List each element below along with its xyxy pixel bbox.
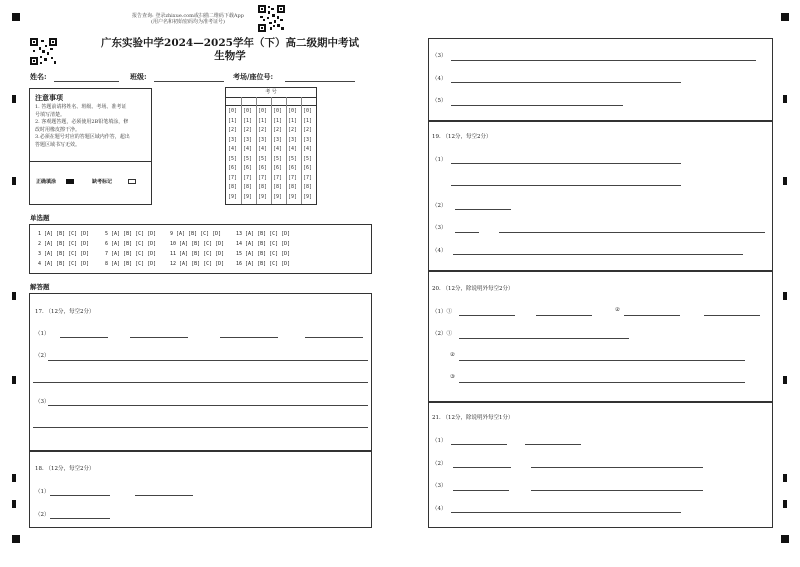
answer-line[interactable]: [455, 232, 479, 233]
q17-part1-label: （1）: [35, 331, 50, 337]
timing-mark: [783, 177, 787, 185]
answer-line[interactable]: [531, 467, 703, 468]
exam-id-bubble[interactable]: [0]: [288, 108, 298, 114]
q20-part1-number: （1）: [432, 309, 447, 315]
report-notice: [118, 13, 258, 25]
mcq-question[interactable]: 11 [A] [B] [C] [D]: [170, 251, 225, 257]
answer-line[interactable]: [50, 495, 110, 496]
q18-part1-label: （1）: [35, 489, 50, 495]
exam-id-bubble[interactable]: [3]: [243, 136, 253, 143]
exam-id-bubble[interactable]: [8]: [273, 184, 283, 190]
answer-line[interactable]: [220, 337, 278, 338]
exam-id-bubble[interactable]: [3]: [303, 136, 313, 143]
exam-title-line1: 广东实验中学2024—2025学年（下）高二级期中考试: [101, 37, 359, 49]
correct-fill-sample: [66, 179, 74, 184]
mcq-question[interactable]: 15 [A] [B] [C] [D]: [236, 251, 291, 257]
q21-part4-label: （4）: [432, 506, 447, 512]
exam-id-bubble[interactable]: [3]: [273, 136, 283, 143]
q21-part1-label: （1）: [432, 438, 447, 444]
exam-subject: 生物学: [214, 50, 246, 62]
room-seat-field[interactable]: [285, 81, 355, 82]
q17-box: [29, 293, 372, 451]
exam-id-bubble[interactable]: [5]: [258, 155, 268, 162]
timing-mark: [783, 292, 787, 300]
answer-line[interactable]: [455, 209, 511, 210]
q17-title: 17. （12分，每空2分）: [35, 309, 95, 315]
q18-box: [29, 451, 372, 528]
app-qr-code: [258, 5, 285, 32]
instruction-line: 2. 客观题答题，必须使用2B铅笔填涂，修: [35, 119, 129, 126]
room-seat-label: 考场/座位号:: [233, 72, 274, 81]
exam-id-bubble[interactable]: [7]: [288, 174, 298, 181]
instruction-line: 3.必须在题号对应的答题区域内作答，超出: [35, 134, 130, 141]
timing-mark: [783, 376, 787, 384]
answer-line[interactable]: [536, 315, 592, 316]
exam-id-bubble[interactable]: [0]: [258, 108, 268, 114]
q19-part3-label: （3）: [432, 225, 447, 231]
mcq-question[interactable]: 8 [A] [B] [C] [D]: [105, 261, 157, 267]
exam-id-bubble[interactable]: [0]: [273, 108, 283, 114]
q18-part2-label: （2）: [35, 512, 50, 518]
exam-id-bubble[interactable]: [5]: [303, 155, 313, 162]
timing-mark: [12, 474, 16, 482]
q18-part3-label: （3）: [432, 53, 447, 59]
exam-id-bubble[interactable]: [1]: [228, 117, 238, 124]
exam-id-bubble[interactable]: [6]: [228, 165, 238, 171]
answer-line[interactable]: [33, 427, 368, 428]
answer-line[interactable]: [704, 315, 760, 316]
timing-mark: [783, 474, 787, 482]
exam-id-bubble[interactable]: [5]: [243, 155, 253, 162]
exam-id-bubble[interactable]: [0]: [303, 108, 313, 114]
answer-line[interactable]: [624, 315, 680, 316]
answer-line[interactable]: [451, 163, 681, 164]
exam-id-bubble[interactable]: [9]: [228, 193, 238, 200]
mcq-heading: 单选题: [30, 214, 50, 222]
q20-part2-label: [432, 329, 452, 337]
q18-continued-box: [428, 38, 773, 121]
student-qr-code: [30, 38, 57, 65]
q21-part3-label: （3）: [432, 483, 447, 489]
exam-id-column-divider: [301, 97, 302, 204]
class-field[interactable]: [154, 81, 224, 82]
instructions-box: [29, 88, 152, 205]
exam-id-bubble[interactable]: [1]: [273, 117, 283, 124]
exam-id-bubble[interactable]: [3]: [258, 136, 268, 143]
mcq-question[interactable]: 3 [A] [B] [C] [D]: [38, 251, 90, 257]
q20-part1-circle1: ①: [446, 309, 453, 315]
corner-mark-top-left: [12, 13, 20, 21]
q18-title: 18. （12分，每空2分）: [35, 466, 95, 472]
q18-part4-label: （4）: [432, 76, 447, 82]
q18-part5-label: （5）: [432, 98, 447, 104]
answer-line[interactable]: [453, 254, 743, 255]
exam-title: [70, 37, 390, 63]
exam-id-bubble[interactable]: [9]: [288, 193, 298, 200]
exam-id-column-divider: [241, 97, 242, 204]
exam-id-bubble[interactable]: [2]: [228, 127, 238, 133]
exam-id-bubble[interactable]: [7]: [243, 174, 253, 181]
exam-id-bubble[interactable]: [2]: [243, 127, 253, 133]
q19-box: [428, 121, 773, 271]
exam-id-bubble[interactable]: [9]: [303, 193, 313, 200]
instruction-line: 1. 答题前请将姓名、班级、考场、准考证: [35, 104, 127, 110]
mcq-question[interactable]: 16 [A] [B] [C] [D]: [236, 261, 291, 267]
exam-id-bubble[interactable]: [8]: [288, 184, 298, 190]
mcq-question[interactable]: 13 [A] [B] [C] [D]: [236, 231, 291, 237]
exam-id-bubble[interactable]: [9]: [243, 193, 253, 200]
exam-id-bubble[interactable]: [7]: [273, 174, 283, 181]
answer-line[interactable]: [451, 512, 681, 513]
q21-box: [428, 402, 773, 528]
answer-line[interactable]: [305, 337, 363, 338]
q19-part4-label: （4）: [432, 248, 447, 254]
answers-heading: 解答题: [30, 283, 50, 291]
answer-line[interactable]: [451, 60, 756, 61]
exam-id-bubble[interactable]: [9]: [273, 193, 283, 200]
answer-line[interactable]: [453, 490, 509, 491]
instructions-list: [35, 104, 147, 150]
absent-mark-box[interactable]: [128, 179, 136, 184]
corner-mark-top-right: [781, 13, 789, 21]
exam-id-bubble[interactable]: [4]: [228, 146, 238, 152]
q20-part2-circle3: ③: [450, 374, 455, 380]
q21-title: 21. （12分，除说明外每空1分）: [432, 415, 514, 421]
answer-line[interactable]: [60, 337, 108, 338]
q19-part1-label: （1）: [432, 157, 447, 163]
exam-id-bubble[interactable]: [4]: [243, 146, 253, 152]
answer-line[interactable]: [451, 105, 623, 106]
exam-id-bubble[interactable]: [1]: [288, 117, 298, 124]
mcq-question[interactable]: 1 [A] [B] [C] [D]: [38, 231, 90, 237]
answer-line[interactable]: [459, 338, 629, 339]
answer-line[interactable]: [48, 360, 368, 361]
exam-id-bubble[interactable]: [7]: [303, 174, 313, 181]
mcq-question[interactable]: 6 [A] [B] [C] [D]: [105, 241, 157, 247]
exam-id-bubble[interactable]: [0]: [228, 108, 238, 114]
timing-mark: [12, 376, 16, 384]
exam-id-bubble[interactable]: [5]: [228, 155, 238, 162]
mcq-question[interactable]: 7 [A] [B] [C] [D]: [105, 251, 157, 257]
instruction-line: 改时用橡皮擦干净。: [35, 126, 81, 133]
exam-id-bubble[interactable]: [2]: [258, 127, 268, 133]
exam-id-bubble[interactable]: [5]: [273, 155, 283, 162]
q20-part2-number: （2）: [432, 331, 447, 337]
exam-id-bubble[interactable]: [0]: [243, 108, 253, 114]
exam-id-column-divider: [256, 97, 257, 204]
report-notice-line1: 报告查询: 登录zhixue.com或扫描二维码下载App: [132, 13, 244, 19]
exam-id-bubble[interactable]: [6]: [258, 165, 268, 171]
mcq-question[interactable]: 4 [A] [B] [C] [D]: [38, 261, 90, 267]
exam-id-bubble[interactable]: [4]: [288, 146, 298, 152]
exam-id-bubble[interactable]: [1]: [243, 117, 253, 124]
exam-id-column-divider: [286, 97, 287, 204]
exam-id-bubble[interactable]: [7]: [258, 174, 268, 181]
exam-id-bubble[interactable]: [4]: [258, 146, 268, 152]
exam-id-bubble[interactable]: [6]: [243, 165, 253, 171]
exam-id-bubble[interactable]: [9]: [258, 193, 268, 200]
exam-id-bubble[interactable]: [8]: [258, 184, 268, 190]
answer-line[interactable]: [459, 360, 745, 361]
mcq-question[interactable]: 2 [A] [B] [C] [D]: [38, 241, 90, 247]
answer-line[interactable]: [459, 315, 515, 316]
exam-id-bubble[interactable]: [3]: [288, 136, 298, 143]
exam-id-bubble[interactable]: [2]: [303, 127, 313, 133]
mcq-question[interactable]: 14 [A] [B] [C] [D]: [236, 241, 291, 247]
answer-line[interactable]: [48, 405, 368, 406]
answer-line[interactable]: [451, 185, 681, 186]
exam-id-bubble[interactable]: [6]: [273, 165, 283, 171]
exam-id-bubble[interactable]: [8]: [243, 184, 253, 190]
timing-mark: [12, 177, 16, 185]
class-label: 班级:: [130, 72, 147, 81]
q19-part2-label: （2）: [432, 203, 447, 209]
q17-part2-label: （2）: [35, 353, 50, 359]
q20-part2-circle1: ①: [446, 331, 453, 337]
timing-mark: [783, 500, 787, 508]
answer-line[interactable]: [451, 444, 507, 445]
q20-title: 20. （12分，除说明外每空2分）: [432, 286, 514, 292]
exam-id-heading: 考 号: [265, 89, 277, 95]
exam-id-bubble[interactable]: [3]: [228, 136, 238, 143]
exam-id-grid: [225, 87, 317, 205]
instructions-heading: 注意事项: [35, 93, 63, 102]
q17-part3-label: （3）: [35, 399, 50, 405]
exam-id-bubble[interactable]: [2]: [273, 127, 283, 133]
exam-id-bubble[interactable]: [2]: [288, 127, 298, 133]
absent-mark-label: 缺考标记: [92, 179, 113, 185]
instruction-line: 号填写清楚。: [35, 111, 66, 118]
timing-mark: [783, 95, 787, 103]
answer-line[interactable]: [525, 444, 581, 445]
timing-mark: [12, 500, 16, 508]
mcq-question[interactable]: 5 [A] [B] [C] [D]: [105, 231, 157, 237]
q19-title: 19. （12分，每空2分）: [432, 134, 492, 140]
exam-id-bubble[interactable]: [1]: [258, 117, 268, 124]
exam-id-bubble[interactable]: [4]: [303, 146, 313, 152]
correct-fill-label: 正确填涂: [36, 179, 57, 185]
mcq-question[interactable]: 10 [A] [B] [C] [D]: [170, 241, 225, 247]
timing-mark: [12, 292, 16, 300]
exam-id-bubble[interactable]: [8]: [303, 184, 313, 190]
exam-id-bubble[interactable]: [1]: [303, 117, 313, 124]
answer-line[interactable]: [531, 490, 703, 491]
corner-mark-bottom-left: [12, 535, 20, 543]
mcq-question[interactable]: 12 [A] [B] [C] [D]: [170, 261, 225, 267]
answer-line[interactable]: [451, 82, 681, 83]
mcq-question[interactable]: 9 [A] [B] [C] [D]: [170, 231, 222, 237]
mcq-box: [29, 224, 372, 274]
answer-line[interactable]: [33, 382, 368, 383]
instruction-line: 答题区域书写无效。: [35, 141, 81, 148]
instructions-divider: [30, 161, 151, 162]
exam-id-bubble[interactable]: [4]: [273, 146, 283, 152]
exam-id-bubble[interactable]: [6]: [288, 165, 298, 171]
corner-mark-bottom-right: [781, 535, 789, 543]
answer-line[interactable]: [130, 337, 188, 338]
q20-part1-circle2: ②: [615, 307, 620, 313]
answer-line[interactable]: [453, 467, 511, 468]
exam-id-bubble[interactable]: [5]: [288, 155, 298, 162]
report-notice-line2: (用户名和初始密码均为准考证号): [151, 19, 225, 25]
exam-id-bubble[interactable]: [6]: [303, 165, 313, 171]
exam-id-column-divider: [271, 97, 272, 204]
answer-line[interactable]: [135, 495, 193, 496]
timing-mark: [12, 95, 16, 103]
answer-line[interactable]: [459, 382, 745, 383]
q20-part2-circle2: ②: [450, 352, 455, 358]
q20-box: [428, 271, 773, 402]
name-label: 姓名:: [30, 72, 47, 81]
exam-id-bubble[interactable]: [7]: [228, 174, 238, 181]
name-field[interactable]: [54, 81, 119, 82]
answer-line[interactable]: [50, 518, 110, 519]
q20-part1-label: [432, 307, 452, 315]
answer-line[interactable]: [499, 232, 765, 233]
q21-part2-label: （2）: [432, 461, 447, 467]
exam-id-bubble[interactable]: [8]: [228, 184, 238, 190]
